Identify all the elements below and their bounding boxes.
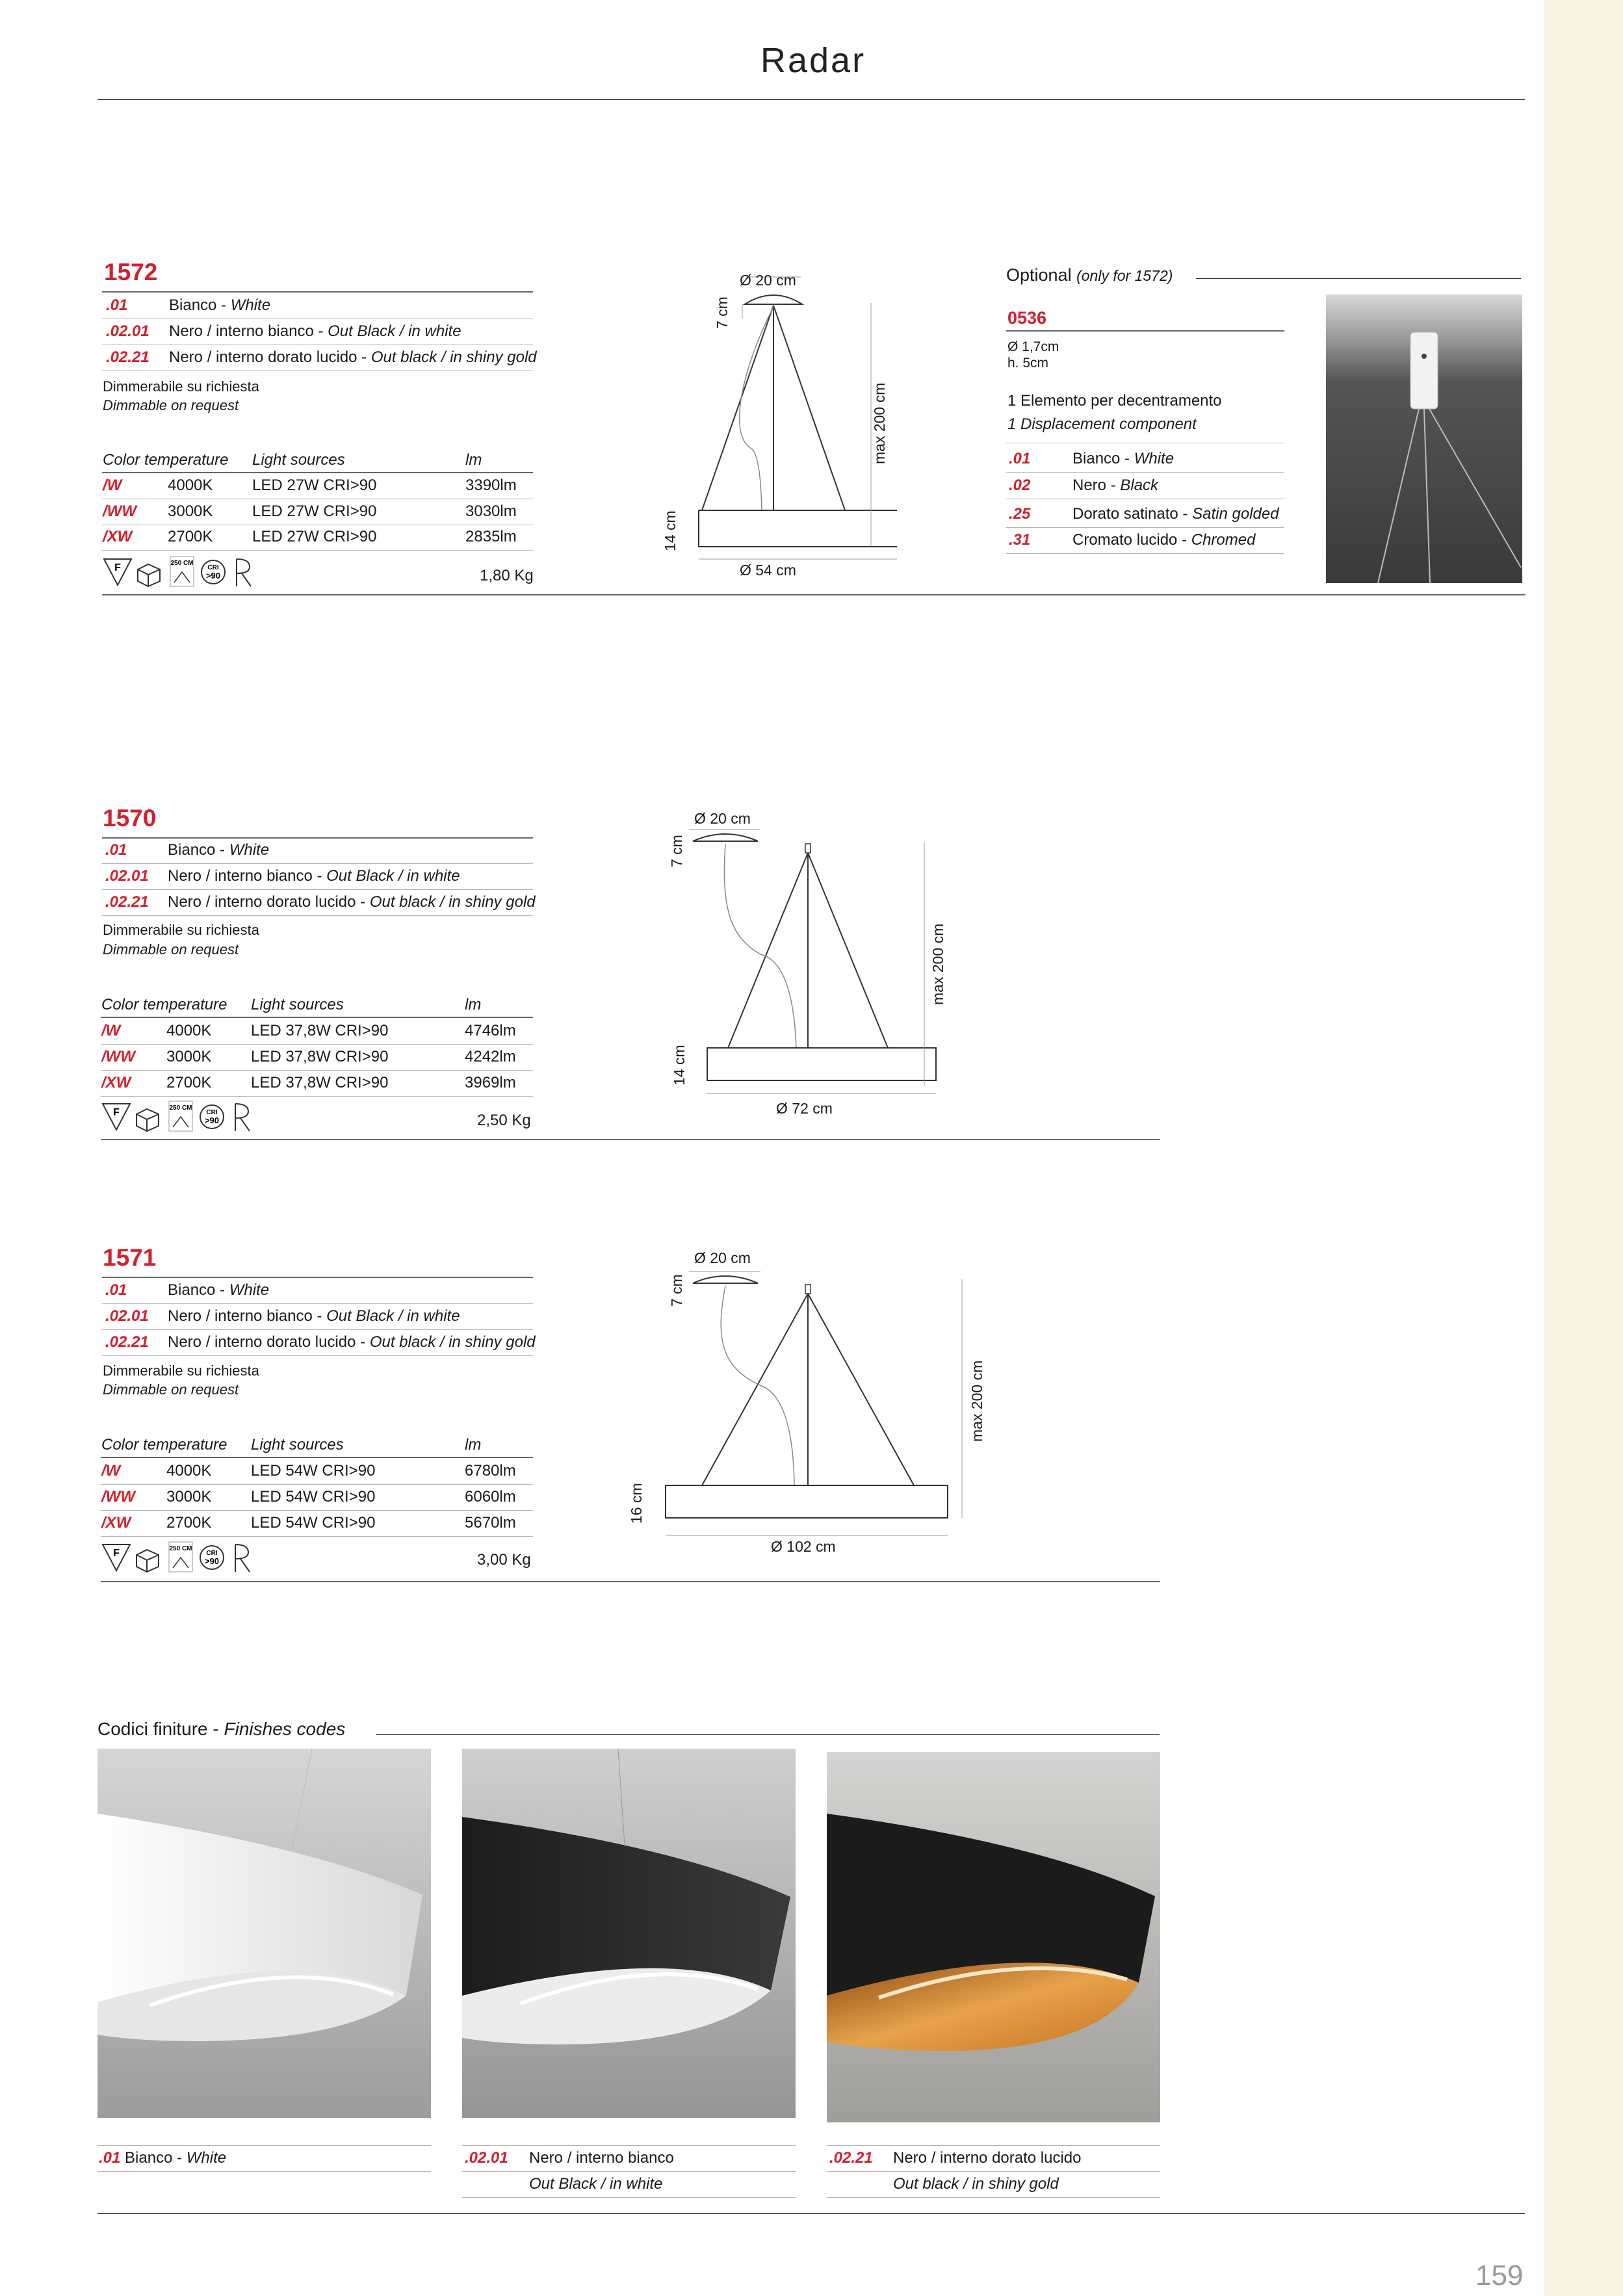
dim-max-height: max 200 cm: [929, 923, 946, 1005]
divider: [1006, 330, 1284, 332]
svg-text:F: F: [113, 1107, 120, 1118]
finish-label: Nero / interno bianco - Out Black / in white: [169, 322, 461, 340]
divider: [102, 863, 533, 864]
divider: [101, 1139, 1160, 1140]
finish-photo-white: [97, 1749, 431, 2118]
finish-label: Bianco - White: [168, 1281, 270, 1299]
table-cell-lm: 4746lm: [465, 1022, 516, 1039]
divider: [101, 1044, 533, 1045]
finish-code: .02.01: [106, 322, 149, 340]
certification-icons: [101, 1541, 264, 1576]
divider: [102, 1277, 533, 1278]
finish-code: .02.21: [105, 893, 149, 911]
divider: [102, 915, 533, 916]
table-cell-temp: 3000K: [168, 502, 213, 520]
dim-max-height: max 200 cm: [968, 1360, 985, 1442]
divider: [462, 2171, 796, 2172]
divider: [1006, 472, 1284, 473]
finish-photo-black-white-svg: [462, 1749, 796, 2118]
certification-icons: [103, 555, 265, 590]
weight: 1,80 Kg: [480, 567, 534, 584]
divider: [827, 2197, 1160, 2198]
finish-code: .02.01: [465, 2149, 508, 2167]
table-cell-temp: 3000K: [166, 1488, 212, 1506]
table-cell-code: /XW: [103, 528, 133, 545]
table-cell-source: LED 37,8W CRI>90: [251, 1048, 389, 1065]
svg-text:250 CM: 250 CM: [169, 1104, 192, 1112]
divider: [102, 291, 533, 293]
dimmable-it: Dimmerabile su richiesta: [103, 378, 259, 395]
table-cell-lm: 4242lm: [465, 1048, 516, 1065]
certification-icons-svg: [101, 1100, 264, 1135]
table-header-temp: Color temperature: [101, 1436, 227, 1454]
finish-code: .02.01: [105, 1307, 149, 1325]
product-code: 1570: [103, 805, 157, 831]
optional-title: Optional (only for 1572): [1006, 265, 1173, 285]
finish-code: .02: [1009, 476, 1031, 494]
divider: [97, 2171, 431, 2172]
weight: 2,50 Kg: [477, 1112, 531, 1129]
table-header-lm: lm: [465, 996, 482, 1013]
svg-text:CRI: CRI: [206, 1550, 218, 1557]
dim-body-height: 14 cm: [671, 1045, 688, 1086]
divider: [101, 1484, 533, 1485]
led-icon: [237, 559, 251, 586]
table-cell-code: /XW: [101, 1514, 131, 1532]
divider: [462, 2197, 796, 2198]
table-cell-source: LED 54W CRI>90: [251, 1488, 376, 1506]
divider: [1006, 553, 1284, 554]
table-header-source: Light sources: [251, 996, 344, 1013]
finish-photo-white-svg: [97, 1749, 431, 2118]
finishes-title: Codici finiture - Finishes codes: [97, 1719, 346, 1739]
finish-code: .02.21: [106, 348, 149, 366]
optional-height: h. 5cm: [1007, 356, 1049, 371]
technical-drawing-1570: [682, 813, 968, 1112]
divider: [101, 1536, 533, 1537]
divider: [101, 1581, 1160, 1582]
dimmable-en: Dimmable on request: [103, 941, 239, 958]
finish-code: .01: [1009, 450, 1031, 467]
dimmable-en: Dimmable on request: [103, 1381, 239, 1398]
divider: [102, 889, 533, 890]
divider: [101, 1457, 533, 1458]
finish-label: Nero / interno dorato lucido - Out black / in shiny gold: [168, 893, 536, 911]
divider: [101, 1510, 533, 1511]
cable-length-icon: [170, 556, 194, 586]
table-cell-lm: 3390lm: [465, 476, 517, 494]
finish-code: .01: [106, 296, 128, 314]
box-icon: [138, 564, 160, 586]
table-cell-source: LED 27W CRI>90: [252, 528, 377, 545]
table-cell-source: LED 54W CRI>90: [251, 1514, 376, 1532]
certification-icons: [101, 1100, 264, 1135]
weight: 3,00 Kg: [477, 1551, 531, 1569]
optional-diameter: Ø 1,7cm: [1007, 339, 1059, 354]
class-f-icon: [103, 1104, 130, 1130]
finish-swatch-label-en: Out black / in shiny gold: [893, 2175, 1059, 2193]
table-cell-lm: 3030lm: [465, 502, 517, 520]
finish-label: Nero / interno bianco - Out Black / in white: [168, 1307, 460, 1325]
dim-body-height: 16 cm: [628, 1483, 645, 1524]
table-cell-source: LED 27W CRI>90: [252, 476, 377, 494]
divider: [102, 472, 533, 473]
divider: [102, 1329, 533, 1330]
led-icon: [235, 1104, 250, 1131]
optional-photo-svg: [1326, 294, 1522, 583]
finish-label: Cromato lucido - Chromed: [1072, 531, 1256, 549]
table-header-source: Light sources: [252, 451, 345, 469]
dim-body-diameter: Ø 72 cm: [776, 1100, 833, 1117]
table-cell-source: LED 37,8W CRI>90: [251, 1074, 389, 1091]
divider: [376, 1734, 1160, 1735]
table-cell-code: /WW: [101, 1048, 135, 1065]
finish-swatch-label: Nero / interno dorato lucido: [893, 2149, 1082, 2167]
dimmable-it: Dimmerabile su richiesta: [103, 922, 259, 938]
page-number: 159: [1475, 2260, 1524, 2291]
table-cell-temp: 4000K: [166, 1022, 212, 1039]
divider: [1006, 527, 1284, 528]
table-cell-temp: 4000K: [166, 1462, 212, 1480]
finish-label: Nero / interno bianco - Out Black / in white: [168, 867, 460, 885]
table-cell-code: /WW: [101, 1488, 135, 1506]
optional-desc-it: 1 Elemento per decentramento: [1007, 392, 1222, 410]
finish-swatch-label: .01 Bianco - White: [99, 2149, 227, 2167]
divider: [102, 1303, 533, 1304]
divider: [102, 550, 533, 551]
svg-text:>90: >90: [204, 1556, 220, 1566]
finish-photo-black-white: [462, 1749, 796, 2118]
cri-icon: [200, 1105, 224, 1128]
finish-code: .01: [105, 841, 127, 859]
finish-code: .02.21: [105, 1333, 149, 1351]
finish-photo-black-gold: [827, 1752, 1160, 2122]
certification-icons-svg: [103, 555, 265, 590]
cri-icon: [200, 1546, 224, 1569]
table-cell-temp: 2700K: [166, 1074, 212, 1091]
dim-body-diameter: Ø 102 cm: [771, 1538, 836, 1555]
finish-swatch-label: Nero / interno bianco: [529, 2149, 674, 2167]
finish-label: Bianco - White: [168, 841, 270, 859]
finish-code: .02.21: [829, 2149, 873, 2167]
finish-code: .01: [105, 1281, 127, 1299]
divider: [1196, 278, 1521, 279]
table-cell-code: /XW: [101, 1074, 131, 1091]
optional-photo: [1326, 294, 1522, 583]
led-icon: [235, 1545, 250, 1572]
box-icon: [136, 1550, 159, 1572]
product-code: 1571: [103, 1244, 157, 1271]
class-f-icon: [104, 559, 131, 585]
table-header-lm: lm: [465, 451, 482, 469]
table-cell-lm: 5670lm: [465, 1514, 516, 1532]
table-cell-temp: 4000K: [168, 476, 213, 494]
finish-label: Bianco - White: [1072, 450, 1175, 467]
divider: [102, 1355, 533, 1356]
divider: [827, 2145, 1160, 2146]
finish-label: Nero / interno dorato lucido - Out black / in shiny gold: [168, 1333, 536, 1351]
dim-body-height: 14 cm: [662, 510, 679, 551]
table-cell-lm: 6780lm: [465, 1462, 516, 1480]
dim-body-diameter: Ø 54 cm: [740, 562, 796, 579]
table-header-lm: lm: [465, 1436, 482, 1454]
table-cell-lm: 3969lm: [465, 1074, 516, 1091]
finish-swatch-label-en: Out Black / in white: [529, 2175, 663, 2193]
table-header-temp: Color temperature: [103, 451, 229, 469]
table-cell-source: LED 54W CRI>90: [251, 1462, 376, 1480]
dim-canopy-diameter: Ø 20 cm: [694, 1249, 751, 1266]
box-icon: [136, 1109, 159, 1131]
cable-length-icon: [169, 1101, 192, 1131]
divider: [97, 2145, 431, 2146]
finish-code: .31: [1009, 531, 1031, 549]
table-cell-code: /W: [103, 476, 122, 494]
finish-label: Nero / interno dorato lucido - Out black / in shiny gold: [169, 348, 537, 366]
finish-code: .02.01: [105, 867, 149, 885]
table-cell-source: LED 37,8W CRI>90: [251, 1022, 389, 1039]
svg-text:250 CM: 250 CM: [170, 560, 194, 567]
finish-photo-black-gold-svg: [827, 1752, 1160, 2122]
side-strip: [1544, 0, 1623, 2296]
svg-text:CRI: CRI: [206, 1109, 218, 1116]
dim-canopy-diameter: Ø 20 cm: [694, 810, 751, 827]
finish-code: .25: [1009, 505, 1031, 523]
table-cell-source: LED 27W CRI>90: [252, 502, 377, 520]
optional-desc-en: 1 Displacement component: [1007, 415, 1197, 433]
dim-canopy-height: 7 cm: [668, 1274, 685, 1307]
page-title: Radar: [760, 41, 866, 80]
svg-text:>90: >90: [205, 571, 221, 581]
table-cell-temp: 2700K: [168, 528, 213, 545]
divider: [102, 837, 533, 839]
footer-rule: [97, 2213, 1525, 2214]
dim-canopy-diameter: Ø 20 cm: [740, 272, 796, 289]
class-f-icon: [103, 1545, 130, 1571]
table-cell-code: /W: [101, 1462, 121, 1480]
table-cell-temp: 2700K: [166, 1514, 212, 1532]
cri-icon: [201, 560, 225, 584]
svg-text:250 CM: 250 CM: [169, 1545, 192, 1552]
table-cell-temp: 3000K: [166, 1048, 212, 1065]
svg-text:CRI: CRI: [207, 564, 219, 571]
dimmable-en: Dimmable on request: [103, 397, 239, 413]
dim-max-height: max 200 cm: [871, 382, 888, 464]
dim-canopy-height: 7 cm: [714, 296, 731, 329]
table-cell-lm: 6060lm: [465, 1488, 516, 1506]
divider: [827, 2171, 1160, 2172]
divider: [102, 594, 1526, 595]
cable-length-icon: [169, 1542, 192, 1572]
certification-icons-svg: [101, 1541, 264, 1576]
table-cell-code: /W: [101, 1022, 121, 1039]
technical-drawing-1571: [650, 1255, 988, 1554]
finish-label: Nero - Black: [1072, 476, 1159, 494]
svg-text:>90: >90: [204, 1115, 220, 1125]
dimmable-it: Dimmerabile su richiesta: [103, 1363, 259, 1379]
table-header-temp: Color temperature: [101, 996, 227, 1013]
table-header-source: Light sources: [251, 1436, 344, 1454]
header-rule: [97, 99, 1525, 100]
divider: [101, 1017, 533, 1018]
divider: [101, 1096, 533, 1097]
svg-text:F: F: [114, 562, 121, 573]
optional-code: 0536: [1007, 308, 1047, 328]
table-cell-lm: 2835lm: [465, 528, 517, 545]
table-cell-code: /WW: [103, 502, 136, 520]
svg-text:F: F: [113, 1548, 120, 1559]
dim-canopy-height: 7 cm: [668, 835, 685, 867]
divider: [101, 1070, 533, 1071]
divider: [462, 2145, 796, 2146]
product-code: 1572: [104, 259, 158, 285]
finish-label: Dorato satinato - Satin golded: [1072, 505, 1279, 523]
finish-label: Bianco - White: [169, 296, 271, 314]
